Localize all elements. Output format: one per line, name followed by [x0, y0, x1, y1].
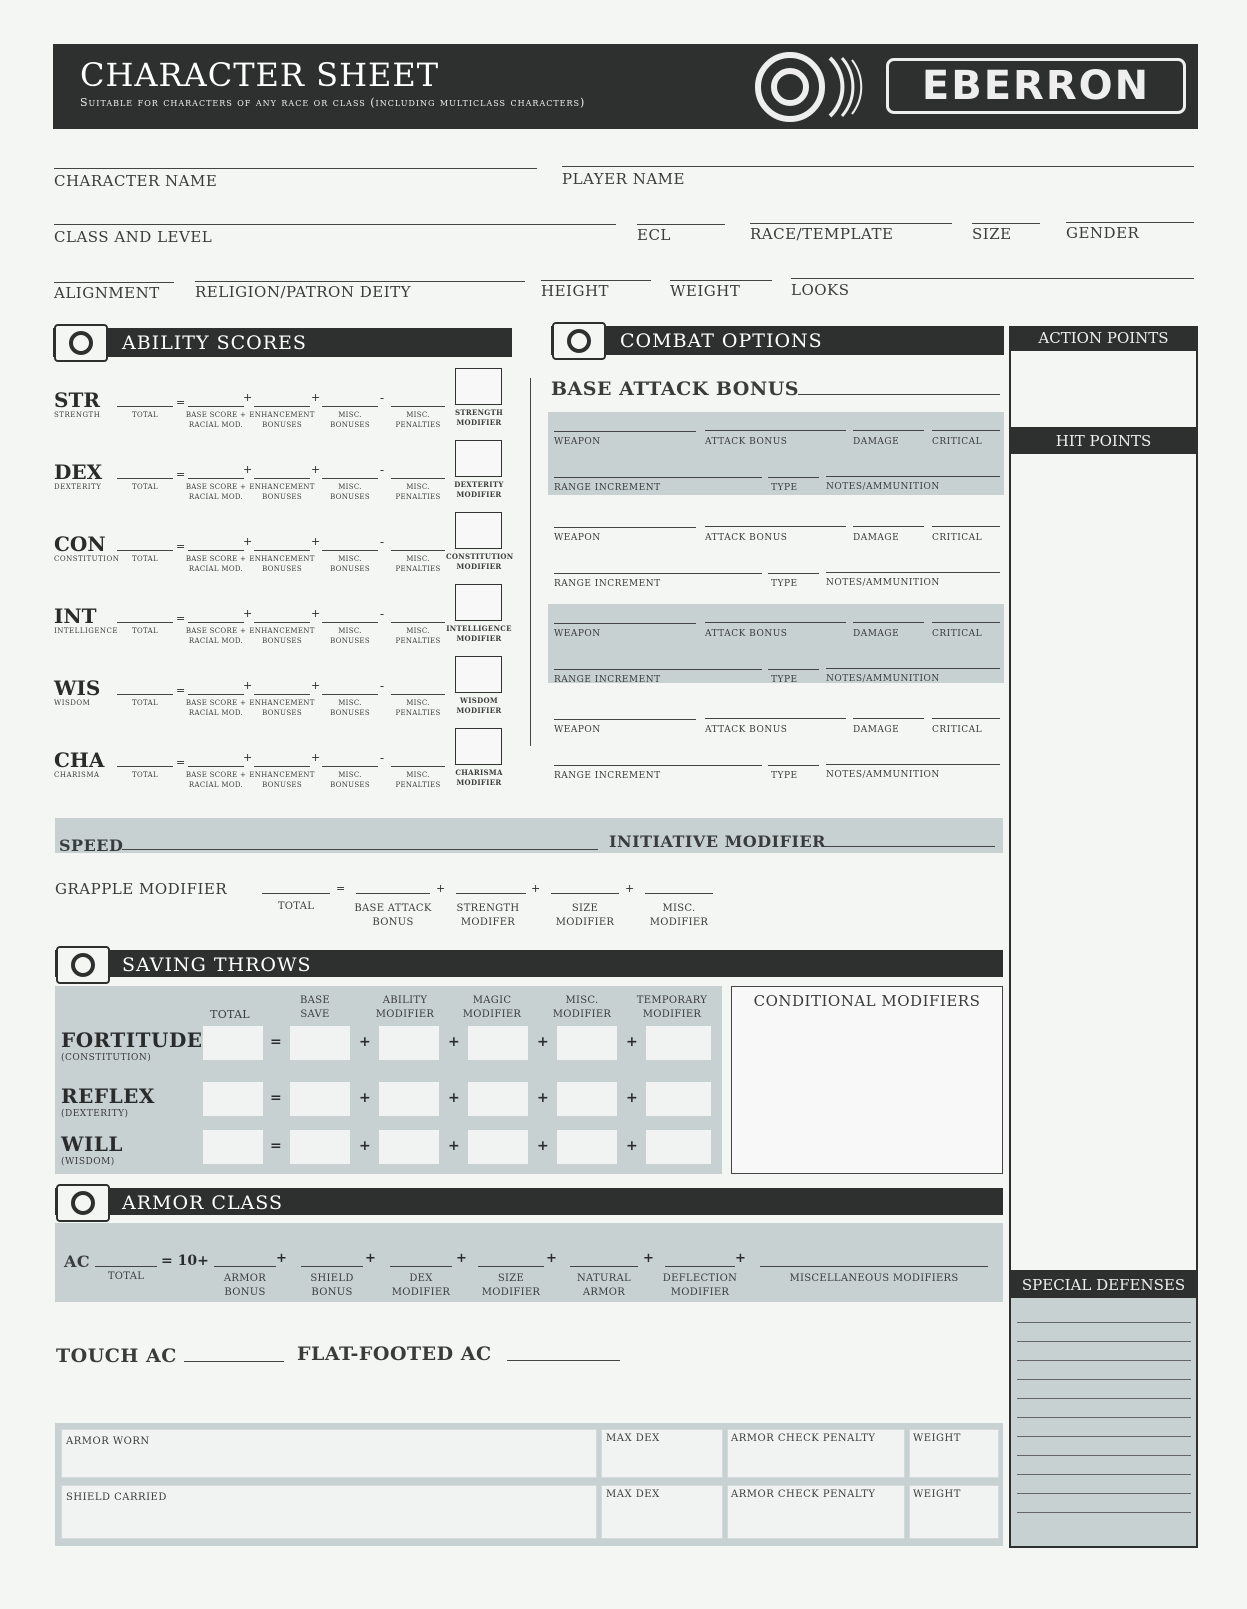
- special-defense-line[interactable]: [1017, 1379, 1191, 1380]
- ability-scores-title: ABILITY SCORES: [122, 332, 307, 354]
- player-name-label: PLAYER NAME: [562, 170, 685, 188]
- save-field[interactable]: [468, 1026, 528, 1060]
- touch-ac-label: TOUCH AC: [56, 1345, 177, 1367]
- saving-throws-title: SAVING THROWS: [122, 954, 312, 976]
- save-field[interactable]: [290, 1082, 350, 1116]
- religion-label: RELIGION/PATRON DEITY: [195, 283, 412, 301]
- special-defense-line[interactable]: [1017, 1322, 1191, 1323]
- special-defense-line[interactable]: [1017, 1417, 1191, 1418]
- save-field[interactable]: [290, 1130, 350, 1164]
- special-defense-line[interactable]: [1017, 1398, 1191, 1399]
- ability-misc-line[interactable]: [322, 478, 378, 479]
- ability-base-line[interactable]: [188, 406, 244, 407]
- special-defense-line[interactable]: [1017, 1493, 1191, 1494]
- ability-base-line[interactable]: [188, 622, 244, 623]
- action-points-box[interactable]: [1009, 351, 1198, 429]
- special-defense-line[interactable]: [1017, 1341, 1191, 1342]
- action-points-label: ACTION POINTS: [1038, 329, 1169, 347]
- ability-misc-line[interactable]: [322, 406, 378, 407]
- ability-base-line[interactable]: [188, 694, 244, 695]
- initiative-modifier-label: INITIATIVE MODIFIER: [609, 832, 826, 851]
- sheet-subtitle: Suitable for characters of any race or class (including multiclass characters): [80, 96, 586, 109]
- race-template-label: RACE/TEMPLATE: [750, 225, 894, 243]
- class-level-label: CLASS AND LEVEL: [54, 228, 213, 246]
- logo: EBERRON: [886, 58, 1186, 114]
- ability-misc-line[interactable]: [322, 694, 378, 695]
- hit-points-label: HIT POINTS: [1055, 432, 1152, 450]
- ability-abbr: DEX: [54, 460, 103, 484]
- ability-modifier-box[interactable]: [455, 656, 502, 693]
- save-field[interactable]: [379, 1130, 439, 1164]
- save-field[interactable]: [646, 1026, 711, 1060]
- ability-pen-line[interactable]: [391, 550, 445, 551]
- height-label: HEIGHT: [541, 282, 610, 300]
- sheet-title: CHARACTER SHEET: [80, 56, 440, 94]
- ability-misc-line[interactable]: [322, 766, 378, 767]
- ability-modifier-box[interactable]: [455, 584, 502, 621]
- looks-label: LOOKS: [791, 281, 850, 299]
- ability-abbr: STR: [54, 388, 100, 412]
- eberron-symbol-icon: [56, 946, 110, 984]
- speed-label: SPEED: [59, 836, 124, 855]
- combat-options-title: COMBAT OPTIONS: [620, 330, 823, 352]
- conditional-modifiers-box[interactable]: [731, 986, 1003, 1174]
- ability-modifier-box[interactable]: [455, 440, 502, 477]
- save-field[interactable]: [379, 1082, 439, 1116]
- ability-pen-line[interactable]: [391, 478, 445, 479]
- special-defense-line[interactable]: [1017, 1360, 1191, 1361]
- alignment-label: ALIGNMENT: [54, 284, 160, 302]
- save-field[interactable]: [557, 1130, 617, 1164]
- ability-modifier-box[interactable]: [455, 512, 502, 549]
- ability-total-line[interactable]: [117, 478, 173, 479]
- ability-enh-line[interactable]: [254, 478, 310, 479]
- save-field[interactable]: [557, 1026, 617, 1060]
- save-field[interactable]: [290, 1026, 350, 1060]
- save-field[interactable]: [203, 1082, 263, 1116]
- eberron-symbol-icon: [54, 324, 108, 362]
- ability-pen-line[interactable]: [391, 766, 445, 767]
- save-field[interactable]: [468, 1082, 528, 1116]
- ability-total-line[interactable]: [117, 550, 173, 551]
- armor-class-title: ARMOR CLASS: [122, 1192, 283, 1214]
- save-field[interactable]: [646, 1130, 711, 1164]
- ability-total-line[interactable]: [117, 694, 173, 695]
- hit-points-box[interactable]: [1009, 454, 1198, 1272]
- ability-abbr: CON: [54, 532, 106, 556]
- save-field[interactable]: [379, 1026, 439, 1060]
- flat-footed-ac-label: FLAT-FOOTED AC: [297, 1343, 492, 1365]
- weight-label: WEIGHT: [670, 282, 741, 300]
- ability-enh-line[interactable]: [254, 694, 310, 695]
- ability-base-line[interactable]: [188, 766, 244, 767]
- ability-modifier-box[interactable]: [455, 728, 502, 765]
- ability-abbr: CHA: [54, 748, 105, 772]
- grapple-modifier-label: GRAPPLE MODIFIER: [55, 880, 228, 898]
- special-defense-line[interactable]: [1017, 1474, 1191, 1475]
- character-name-label: CHARACTER NAME: [54, 172, 218, 190]
- ability-pen-line[interactable]: [391, 406, 445, 407]
- ability-enh-line[interactable]: [254, 622, 310, 623]
- special-defenses-label: SPECIAL DEFENSES: [1021, 1276, 1186, 1294]
- ability-enh-line[interactable]: [254, 406, 310, 407]
- gender-label: GENDER: [1066, 224, 1140, 242]
- ability-base-line[interactable]: [188, 550, 244, 551]
- save-field[interactable]: [203, 1130, 263, 1164]
- eberron-symbol-icon: [56, 1184, 110, 1222]
- eberron-symbol-icon: [552, 322, 606, 360]
- ability-pen-line[interactable]: [391, 694, 445, 695]
- conditional-modifiers-label: CONDITIONAL MODIFIERS: [753, 992, 981, 1010]
- ability-total-line[interactable]: [117, 622, 173, 623]
- size-label: SIZE: [972, 225, 1012, 243]
- ability-misc-line[interactable]: [322, 622, 378, 623]
- special-defense-line[interactable]: [1017, 1436, 1191, 1437]
- special-defense-line[interactable]: [1017, 1512, 1191, 1513]
- eberron-emblem-icon: [746, 50, 866, 124]
- ability-misc-line[interactable]: [322, 550, 378, 551]
- ability-total-line[interactable]: [117, 406, 173, 407]
- save-field[interactable]: [203, 1026, 263, 1060]
- special-defenses-box[interactable]: [1009, 1298, 1198, 1548]
- ability-abbr: WIS: [54, 676, 101, 700]
- special-defense-line[interactable]: [1017, 1455, 1191, 1456]
- ability-total-line[interactable]: [117, 766, 173, 767]
- ability-modifier-box[interactable]: [455, 368, 502, 405]
- save-field[interactable]: [468, 1130, 528, 1164]
- save-field[interactable]: [557, 1082, 617, 1116]
- save-field[interactable]: [646, 1082, 711, 1116]
- ability-enh-line[interactable]: [254, 550, 310, 551]
- ability-enh-line[interactable]: [254, 766, 310, 767]
- base-attack-bonus-label: BASE ATTACK BONUS: [551, 378, 799, 400]
- ecl-label: ECL: [637, 226, 671, 244]
- ability-pen-line[interactable]: [391, 622, 445, 623]
- ability-base-line[interactable]: [188, 478, 244, 479]
- ability-abbr: INT: [54, 604, 97, 628]
